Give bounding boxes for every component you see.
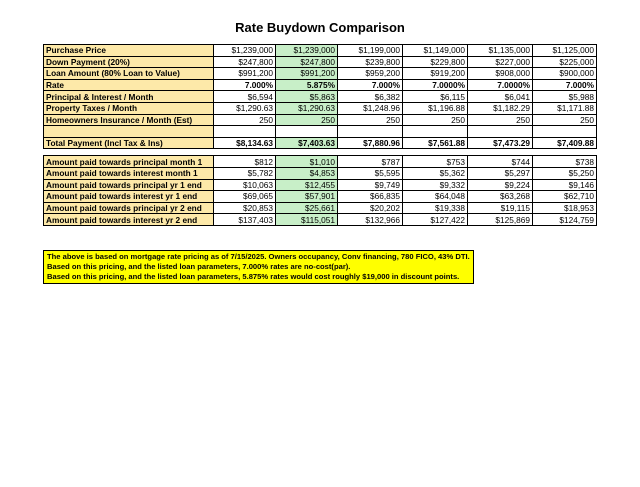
value-cell: $69,065 [214,191,276,203]
spacer-cell [338,149,403,156]
table-row [44,202,597,214]
table-row [44,179,597,191]
table-row [44,56,597,68]
value-cell: $20,853 [214,202,276,214]
value-cell: $4,853 [276,167,338,179]
value-cell: $1,248.96 [338,102,403,114]
value-cell: $6,041 [468,91,533,103]
value-cell: $1,010 [276,156,338,168]
value-cell [338,126,403,138]
value-cell: $132,966 [338,214,403,226]
value-cell: $1,125,000 [533,45,597,57]
value-cell: $227,000 [468,56,533,68]
spacer-cell [44,149,214,156]
value-cell [533,126,597,138]
value-cell: $239,800 [338,56,403,68]
value-cell: $787 [338,156,403,168]
value-cell: $5,863 [276,91,338,103]
value-cell: $225,000 [533,56,597,68]
value-cell [214,126,276,138]
value-cell: 250 [338,114,403,126]
table-row [44,191,597,203]
row-label: Principal & Interest / Month [44,91,214,103]
table-row [44,114,597,126]
value-cell: $63,268 [468,191,533,203]
value-cell [276,126,338,138]
value-cell: $7,561.88 [403,137,468,149]
blank-row [44,126,597,138]
value-cell: $1,196.88 [403,102,468,114]
value-cell: $812 [214,156,276,168]
value-cell: $1,290.63 [276,102,338,114]
value-cell: 250 [214,114,276,126]
value-cell: $908,000 [468,68,533,80]
value-cell: $9,332 [403,179,468,191]
value-cell: $20,202 [338,202,403,214]
value-cell: $57,901 [276,191,338,203]
table-row [44,91,597,103]
row-label: Amount paid towards interest yr 2 end [44,214,214,226]
value-cell: $19,338 [403,202,468,214]
value-cell: $991,200 [214,68,276,80]
note-line: Based on this pricing, and the listed loan parameters, 7.000% rates are no-cost(par). [47,262,351,271]
table-row [44,45,597,57]
value-cell: 250 [468,114,533,126]
value-cell: $19,115 [468,202,533,214]
table-row [44,156,597,168]
value-cell: $7,880.96 [338,137,403,149]
value-cell: $66,835 [338,191,403,203]
value-cell: $12,455 [276,179,338,191]
value-cell [403,126,468,138]
value-cell: $9,224 [468,179,533,191]
value-cell: $5,297 [468,167,533,179]
row-label: Amount paid towards principal yr 1 end [44,179,214,191]
row-label: Total Payment (Incl Tax & Ins) [44,137,214,149]
spacer-cell [276,149,338,156]
value-cell: $744 [468,156,533,168]
value-cell: $6,115 [403,91,468,103]
value-cell: 5.875% [276,79,338,91]
row-label: Rate [44,79,214,91]
row-label: Loan Amount (80% Loan to Value) [44,68,214,80]
value-cell: $9,749 [338,179,403,191]
table-row [44,68,597,80]
value-cell: $5,782 [214,167,276,179]
value-cell: $6,382 [338,91,403,103]
value-cell: $8,134.63 [214,137,276,149]
value-cell: $18,953 [533,202,597,214]
value-cell: $229,800 [403,56,468,68]
value-cell: 7.000% [533,79,597,91]
value-cell: 7.0000% [403,79,468,91]
value-cell: $247,800 [214,56,276,68]
value-cell: $1,182.29 [468,102,533,114]
value-cell: $10,063 [214,179,276,191]
value-cell: $1,239,000 [276,45,338,57]
table-row [44,79,597,91]
table-row [44,167,597,179]
value-cell: $115,051 [276,214,338,226]
value-cell: $7,403.63 [276,137,338,149]
note-line: Based on this pricing, and the listed loan parameters, 5.875% rates would cost roughly $19,000 in discount points. [47,272,460,281]
value-cell: $6,594 [214,91,276,103]
spacer-row [44,149,597,156]
row-label: Purchase Price [44,45,214,57]
value-cell: $1,171.88 [533,102,597,114]
row-label: Amount paid towards interest month 1 [44,167,214,179]
value-cell: $7,473.29 [468,137,533,149]
value-cell: $959,200 [338,68,403,80]
value-cell: 250 [533,114,597,126]
spacer-cell [403,149,468,156]
value-cell: 250 [276,114,338,126]
value-cell: $5,988 [533,91,597,103]
value-cell: $25,661 [276,202,338,214]
table-row [44,102,597,114]
spacer-cell [533,149,597,156]
value-cell: 7.000% [338,79,403,91]
value-cell: $1,135,000 [468,45,533,57]
value-cell [468,126,533,138]
value-cell: $64,048 [403,191,468,203]
row-label [44,126,214,138]
row-label: Amount paid towards principal yr 2 end [44,202,214,214]
value-cell: $5,250 [533,167,597,179]
value-cell: $137,403 [214,214,276,226]
value-cell: 7.000% [214,79,276,91]
pricing-note-box [43,250,474,284]
value-cell: $125,869 [468,214,533,226]
value-cell: $124,759 [533,214,597,226]
value-cell: $5,595 [338,167,403,179]
value-cell: $900,000 [533,68,597,80]
table-row [44,214,597,226]
spacer-cell [214,149,276,156]
value-cell: $127,422 [403,214,468,226]
comparison-table [43,44,597,226]
value-cell: 250 [403,114,468,126]
value-cell: $1,199,000 [338,45,403,57]
note-line: The above is based on mortgage rate pricing as of 7/15/2025. Owners occupancy, Conv financing, 780 FICO, 43% DTI. [47,252,470,261]
value-cell: $1,239,000 [214,45,276,57]
row-label: Amount paid towards interest yr 1 end [44,191,214,203]
row-label: Amount paid towards principal month 1 [44,156,214,168]
value-cell: $753 [403,156,468,168]
value-cell: $1,290.63 [214,102,276,114]
value-cell: $62,710 [533,191,597,203]
row-label: Property Taxes / Month [44,102,214,114]
value-cell: 7.0000% [468,79,533,91]
value-cell: $919,200 [403,68,468,80]
page-title: Rate Buydown Comparison [235,20,405,35]
value-cell: $9,146 [533,179,597,191]
table-row [44,137,597,149]
value-cell: $7,409.88 [533,137,597,149]
row-label: Homeowners Insurance / Month (Est) [44,114,214,126]
value-cell: $5,362 [403,167,468,179]
value-cell: $738 [533,156,597,168]
value-cell: $991,200 [276,68,338,80]
value-cell: $247,800 [276,56,338,68]
value-cell: $1,149,000 [403,45,468,57]
row-label: Down Payment (20%) [44,56,214,68]
spacer-cell [468,149,533,156]
